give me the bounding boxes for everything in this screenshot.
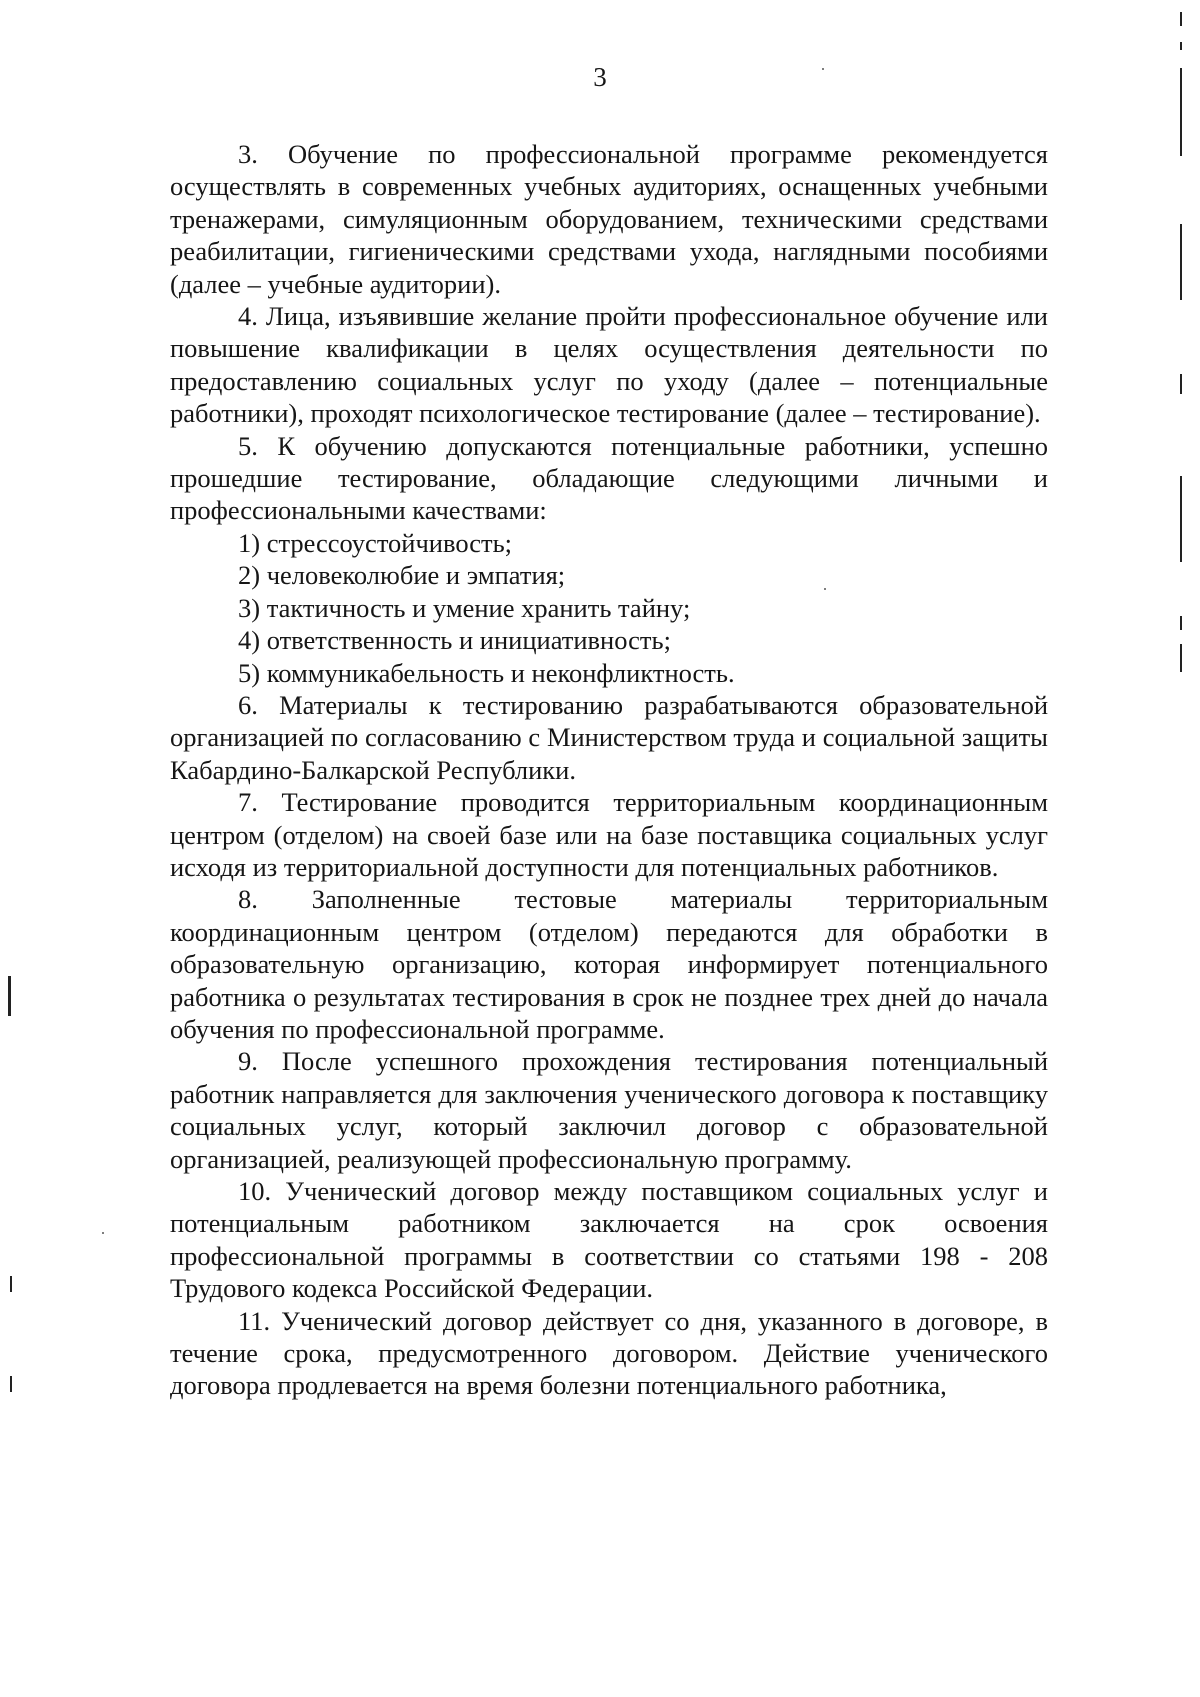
scan-mark	[10, 1376, 12, 1392]
scan-mark	[10, 1276, 12, 1292]
list-item: 4) ответственность и инициативность;	[238, 625, 671, 656]
scan-mark	[1180, 476, 1182, 562]
scan-speck	[822, 68, 824, 70]
paragraph-10: 10. Ученический договор между поставщиком социальных услуг и потенциальным работником заключается на срок освоения профессиональной программы в соответствии со статьями 198 - 208 Трудового кодекса Российской Федерации.	[170, 1176, 1048, 1304]
document-body	[170, 138, 1048, 1402]
paragraph-3: 3. Обучение по профессиональной программе рекомендуется осуществлять в современных учебных аудиториях, оснащенных учебными тренажерами, симуляционным оборудованием, техническими средствами реабилитации, гигиеническими средствами ухода, наглядными пособиями (далее – учебные аудитории).	[170, 139, 1048, 299]
paragraph-9: 9. После успешного прохождения тестирования потенциальный работник направляется для заключения ученического договора к поставщику социальных услуг, который заключил договор с образовательной организацией, реализующей профессиональную программу.	[170, 1046, 1048, 1174]
qualities-list	[170, 527, 1048, 689]
list-item: 5) коммуникабельность и неконфликтность.	[238, 657, 735, 688]
page-number: 3	[593, 62, 607, 92]
scan-mark	[1180, 68, 1182, 156]
paragraph-11: 11. Ученический договор действует со дня, указанного в договоре, в течение срока, предусмотренного договором. Действие ученического договора продлевается на время болезни потенциального работника,	[170, 1305, 1048, 1401]
scan-speck	[824, 588, 826, 590]
scan-mark	[1180, 374, 1182, 394]
paragraph-5: 5. К обучению допускаются потенциальные работники, успешно прошедшие тестирование, обладающие следующими личными и профессиональными качествами:	[170, 430, 1048, 526]
list-item: 1) стрессоустойчивость;	[238, 527, 513, 558]
scan-mark	[1180, 12, 1182, 26]
scan-mark	[1180, 42, 1182, 50]
scan-mark	[1180, 224, 1182, 300]
paragraph-4: 4. Лица, изъявившие желание пройти профессиональное обучение или повышение квалификации в целях осуществления деятельности по предоставлению социальных услуг по уходу (далее – потенциальные работники), проходят психологическое тестирование (далее – тестирование).	[170, 301, 1048, 429]
scan-mark	[1180, 644, 1182, 672]
scan-mark	[1180, 616, 1182, 630]
scan-mark	[8, 976, 11, 1016]
paragraph-6: 6. Материалы к тестированию разрабатываются образовательной организацией по согласованию с Министерством труда и социальной защиты Кабардино-Балкарской Республики.	[170, 689, 1048, 785]
scan-speck	[102, 1232, 104, 1234]
list-item: 3) тактичность и умение хранить тайну;	[238, 592, 691, 623]
paragraph-7: 7. Тестирование проводится территориальным координационным центром (отделом) на своей базе или на базе поставщика социальных услуг исходя из территориальной доступности для потенциальных работников.	[170, 787, 1048, 882]
list-item: 2) человеколюбие и эмпатия;	[238, 560, 566, 591]
paragraph-8: 8. Заполненные тестовые материалы территориальным координационным центром (отделом) передаются для обработки в образовательную организацию, которая информирует потенциального работника о результатах тестирования в срок не позднее трех дней до начала обучения по профессиональной программе.	[170, 884, 1048, 1044]
